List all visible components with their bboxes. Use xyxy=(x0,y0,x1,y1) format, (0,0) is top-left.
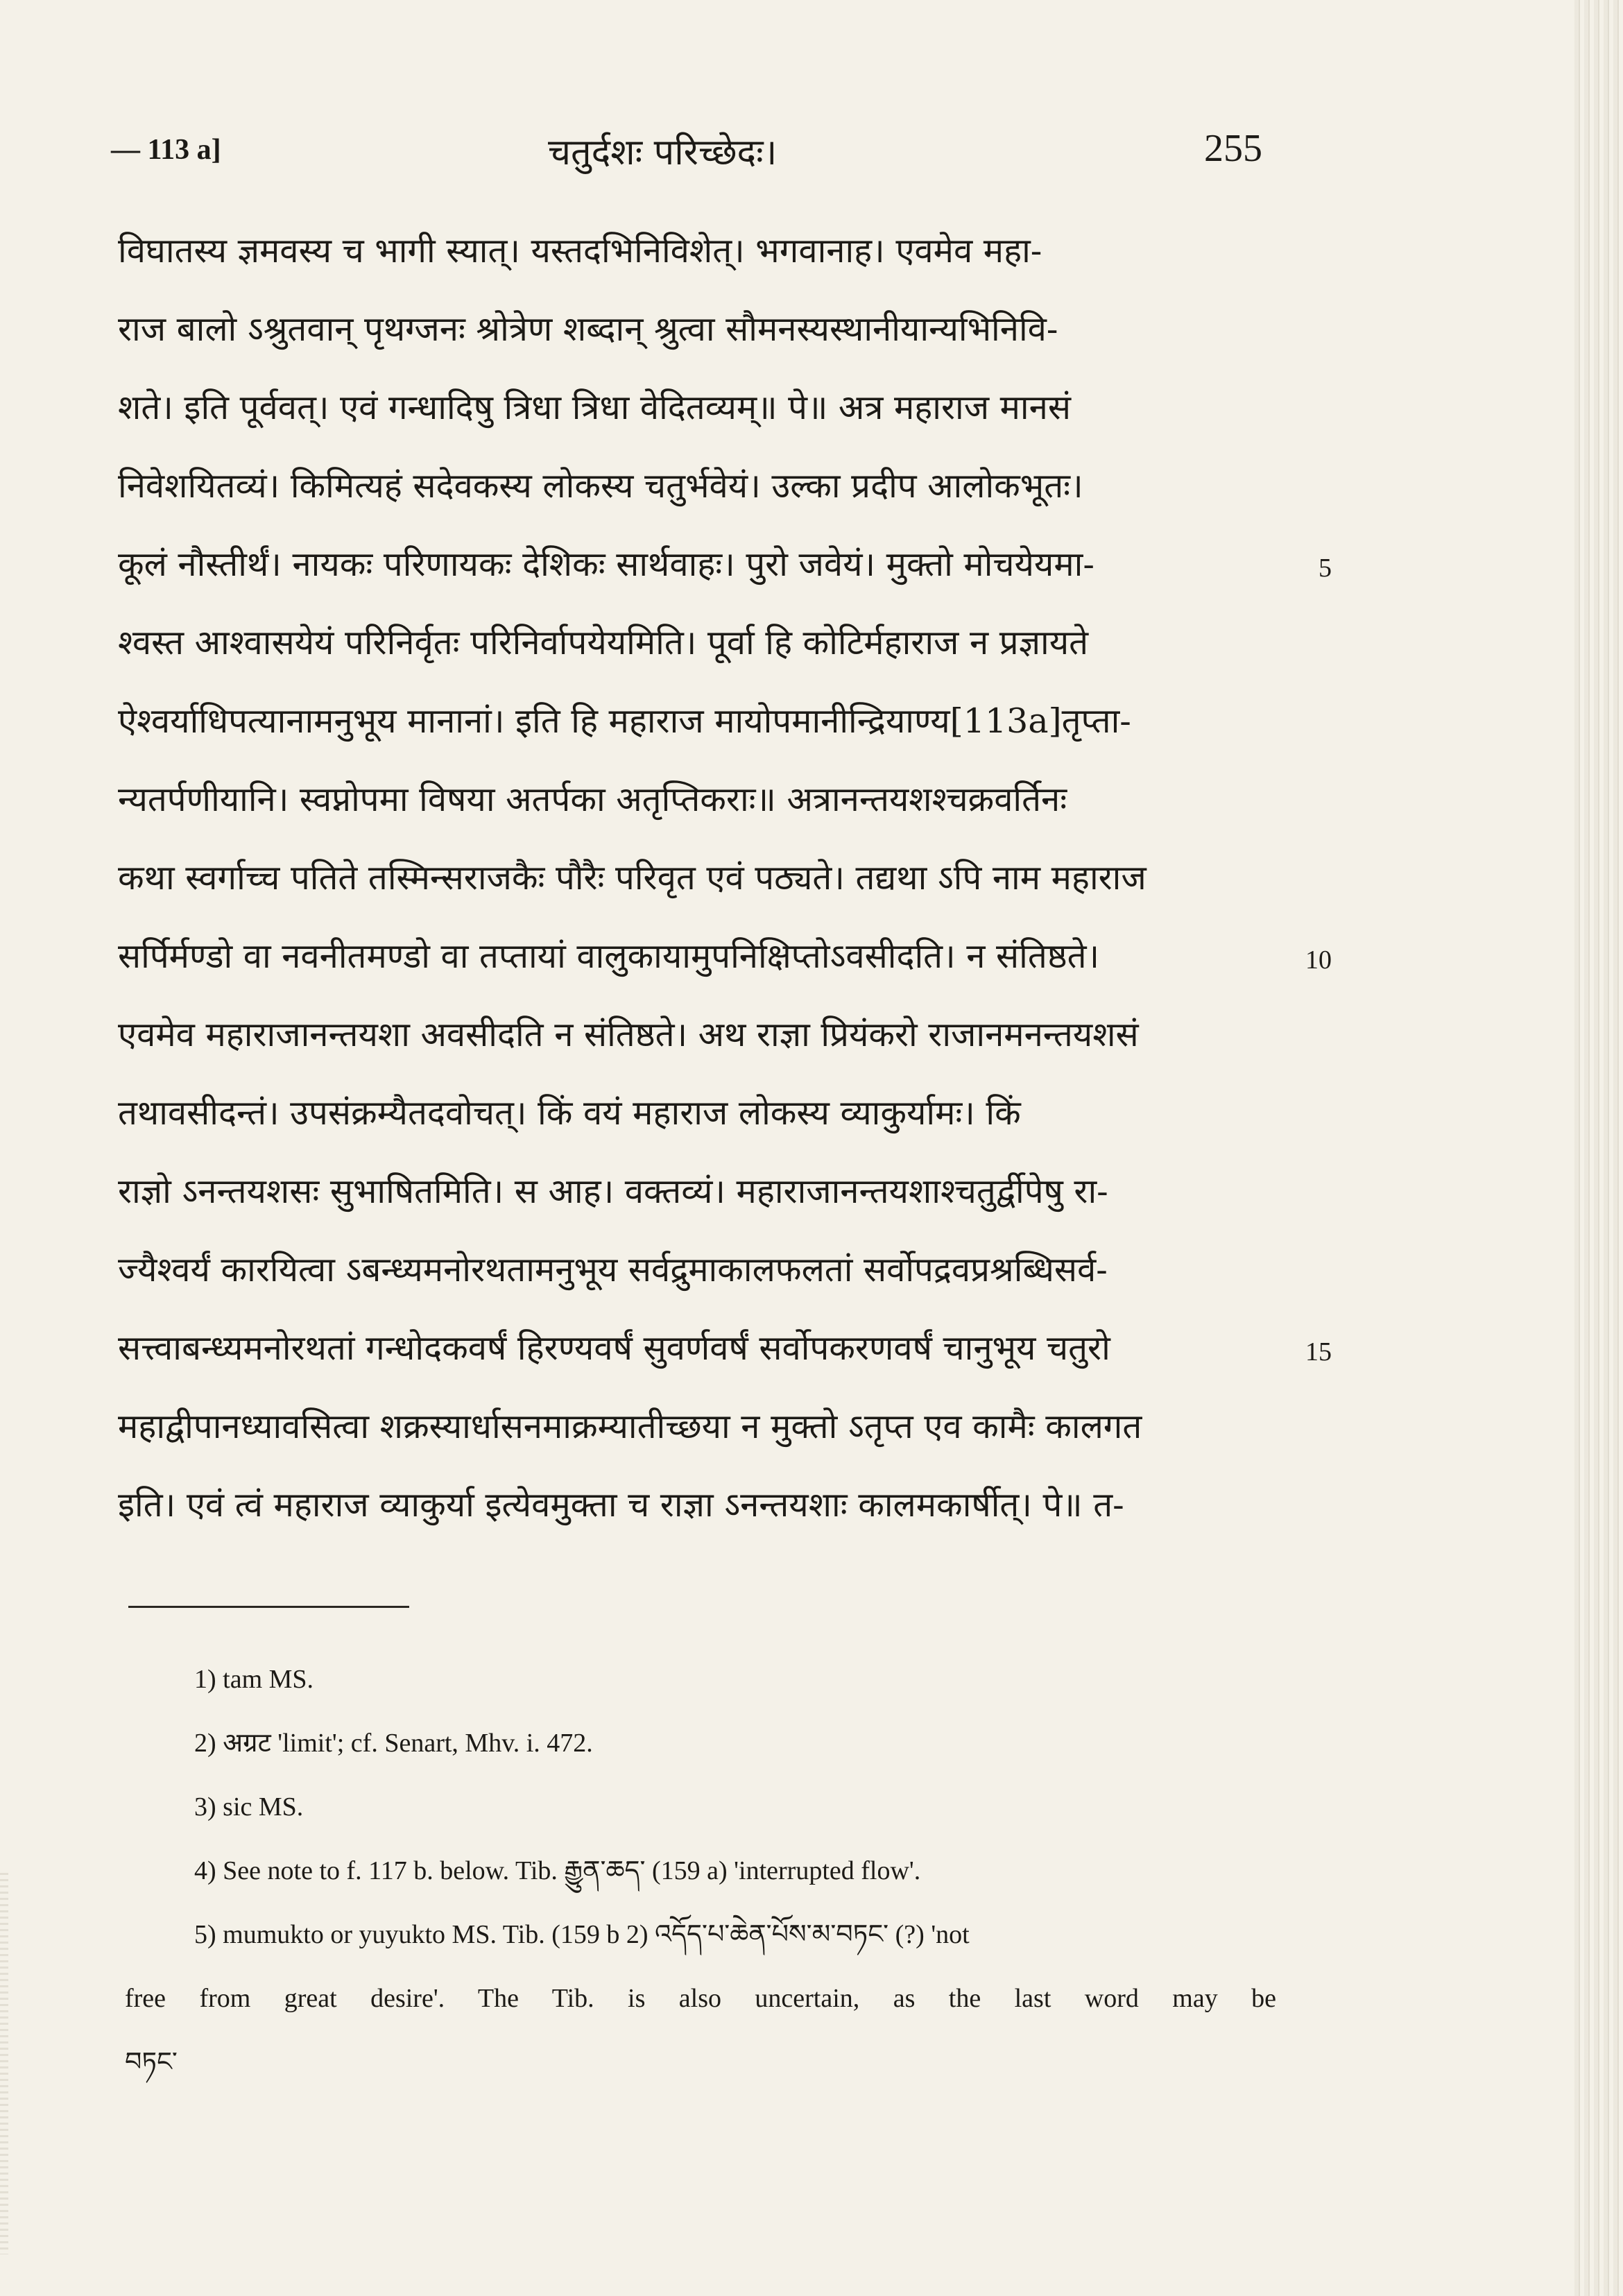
footnote: free from great desire'. The Tib. is also uncertain, as the last word may be xyxy=(125,1984,1276,2013)
chapter-title: चतुर्दशः परिच्छेदः। xyxy=(548,132,778,173)
scan-edge-left xyxy=(0,1873,8,2254)
footnote: 4) See note to f. 117 b. below. Tib. རྒྱུན་ཆད་ (159 a) 'interrupted flow'. xyxy=(194,1856,921,1885)
text-line xyxy=(118,290,1262,368)
line-text: एवमेव महाराजानन्तयशा अवसीदति न संतिष्ठते। अथ राज्ञा प्रियंकरो राजानमनन्तयशसं xyxy=(118,1015,1139,1054)
text-line xyxy=(118,760,1262,839)
page-number: 255 xyxy=(1204,127,1262,170)
text-line xyxy=(118,1231,1262,1309)
main-text xyxy=(118,212,1332,1544)
line-text: निवेशयितव्यं। किमित्यहं सदेवकस्य लोकस्य चतुर्भवेयं। उल्का प्रदीप आलोकभूतः। xyxy=(118,466,1083,506)
footnote: 1) tam MS. xyxy=(194,1665,314,1694)
footnote: 3) sic MS. xyxy=(194,1792,304,1822)
text-line xyxy=(118,682,1262,760)
line-text: विघातस्य ज्ञमवस्य च भागी स्यात्। यस्तदभिनिविशेत्। भगवानाह। एवमेव महा- xyxy=(118,231,1042,271)
line-number: 15 xyxy=(1305,1337,1332,1367)
line-text: शते। इति पूर्ववत्। एवं गन्धादिषु त्रिधा त्रिधा वेदितव्यम्॥ पे॥ अत्र महाराज मानसं xyxy=(118,388,1071,427)
text-line xyxy=(118,525,1332,603)
text-line xyxy=(118,1309,1332,1387)
folio-reference: — 113 a] xyxy=(111,134,221,166)
text-line xyxy=(118,1466,1262,1544)
line-text: सर्पिर्मण्डो वा नवनीतमण्डो वा तप्तायां वालुकायामुपनिक्षिप्तोऽवसीदति। न संतिष्ठते। xyxy=(118,936,1100,976)
line-text: ऐश्वर्याधिपत्यानामनुभूय मानानां। इति हि महाराज मायोपमानीन्द्रियाण्य[113a]तृप्ता- xyxy=(118,701,1131,741)
text-line xyxy=(118,995,1262,1074)
text-line xyxy=(118,603,1262,682)
text-line xyxy=(118,212,1262,290)
running-header xyxy=(111,126,1262,182)
line-text: इति। एवं त्वं महाराज व्याकुर्या इत्येवमुक्ता च राज्ञा ऽनन्तयशाः कालमकार्षीत्। पे॥ त- xyxy=(118,1485,1124,1525)
footnote: བཏང་ xyxy=(125,2048,178,2077)
line-text: राज्ञो ऽनन्तयशसः सुभाषितमिति। स आह। वक्तव्यं। महाराजानन्तयशाश्चतुर्द्वीपेषु रा- xyxy=(118,1172,1108,1211)
text-line xyxy=(118,1152,1262,1231)
line-text: सत्त्वाबन्ध्यमनोरथतां गन्धोदकवर्षं हिरण्यवर्षं सुवर्णवर्षं सर्वोपकरणवर्षं चानुभूय चतुरो xyxy=(118,1328,1110,1368)
line-text: राज बालो ऽश्रुतवान् पृथग्जनः श्रोत्रेण शब्दान् श्रुत्वा सौमनस्यस्थानीयान्यभिनिवि- xyxy=(118,309,1058,349)
line-text: न्यतर्पणीयानि। स्वप्नोपमा विषया अतर्पका अतृप्तिकराः॥ अत्रानन्तयशश्चक्रवर्तिनः xyxy=(118,780,1067,819)
line-text: तथावसीदन्तं। उपसंक्रम्यैतदवोचत्। किं वयं महाराज लोकस्य व्याकुर्यामः। किं xyxy=(118,1093,1021,1133)
text-line xyxy=(118,917,1332,995)
text-line xyxy=(118,1387,1262,1466)
line-text: कूलं नौस्तीर्थं। नायकः परिणायकः देशिकः सार्थवाहः। पुरो जवेयं। मुक्तो मोचयेयमा- xyxy=(118,545,1094,584)
text-line xyxy=(118,1074,1262,1152)
text-line xyxy=(118,368,1262,447)
line-text: श्वस्त आश्वासयेयं परिनिर्वृतः परिनिर्वापयेयमिति। पूर्वा हि कोटिर्महाराज न प्रज्ञायते xyxy=(118,623,1089,662)
footnotes xyxy=(125,1647,1276,2094)
line-text: महाद्वीपानध्यावसित्वा शक्रस्यार्धासनमाक्रम्यातीच्छया न मुक्तो ऽतृप्त एव कामैः कालगत xyxy=(118,1407,1142,1446)
footnote: 5) mumukto or yuyukto MS. Tib. (159 b 2) འདོད་པ་ཆེན་པོས་མ་བཏང་ (?) 'not xyxy=(194,1920,970,1949)
line-text: कथा स्वर्गाच्च पतिते तस्मिन्सराजकैः पौरैः परिवृत एवं पठ्यते। तद्यथा ऽपि नाम महाराज xyxy=(118,858,1147,898)
text-line xyxy=(118,447,1262,525)
footnote: 2) अग्रट 'limit'; cf. Senart, Mhv. i. 472. xyxy=(194,1729,593,1758)
scan-edge-right xyxy=(1574,0,1623,2296)
line-text: ज्यैश्वर्यं कारयित्वा ऽबन्ध्यमनोरथतामनुभूय सर्वद्रुमाकालफलतां सर्वोपद्रवप्रश्रब्धिसर्व- xyxy=(118,1250,1108,1290)
line-number: 10 xyxy=(1305,945,1332,975)
footnote-rule xyxy=(128,1606,409,1608)
line-number: 5 xyxy=(1319,554,1332,583)
text-line xyxy=(118,839,1262,917)
